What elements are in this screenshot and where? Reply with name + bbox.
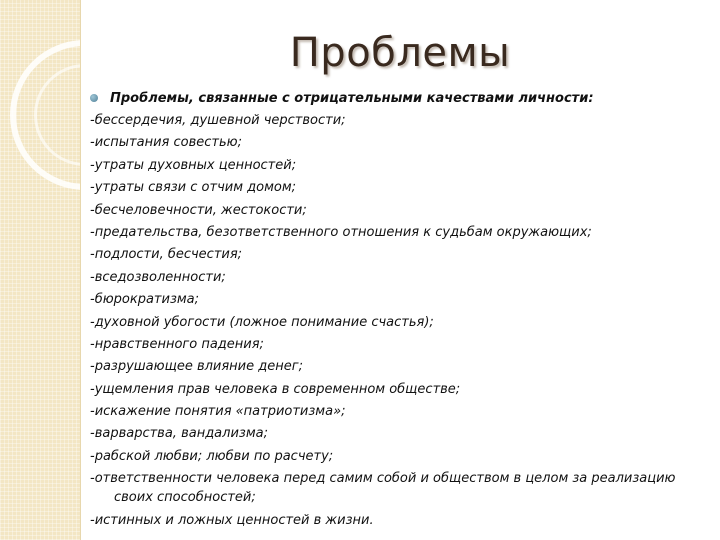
list-item: -разрушающее влияние денег; [90, 359, 303, 375]
decorative-left-band [0, 0, 80, 540]
slide-content [90, 89, 705, 533]
list-item: -бессердечия, душевной черствости; [90, 113, 346, 128]
list-item: -ущемления прав человека в современном обществе; [90, 381, 461, 397]
list-item: -искажение понятия «патриотизма»; [90, 404, 346, 420]
list-item: -вседозволенности; [90, 269, 226, 285]
bullet-heading: Проблемы, связанные с отрицательными качествами личности: [110, 91, 594, 106]
list-item: -истинных и ложных ценностей в жизни. [90, 512, 374, 528]
list-item: -предательства, безответственного отношения к судьбам окружающих; [90, 224, 592, 240]
bullet-heading-row [90, 89, 705, 111]
list-item: -испытания совестью; [90, 135, 242, 151]
list-item: -утраты связи с отчим домом; [90, 180, 297, 196]
list-item: -бесчеловечности, жестокости; [90, 202, 307, 218]
list-item: -подлости, бесчестия; [90, 247, 243, 263]
list-item: -утраты духовных ценностей; [90, 157, 297, 173]
list-item: -нравственного падения; [90, 336, 264, 352]
list-item: -ответственности человека перед самим собой и обществом в целом за реализацию своих способностей; [90, 471, 676, 506]
band-divider [80, 0, 81, 540]
list-item: -бюрократизма; [90, 292, 200, 308]
list-item: -варварства, вандализма; [90, 426, 268, 442]
list-item: -духовной убогости (ложное понимание счастья); [90, 314, 434, 330]
bullet-dot-icon [90, 94, 98, 102]
slide-title: Проблемы [289, 30, 511, 76]
list-item: -рабской любви; любви по расчету; [90, 448, 334, 464]
